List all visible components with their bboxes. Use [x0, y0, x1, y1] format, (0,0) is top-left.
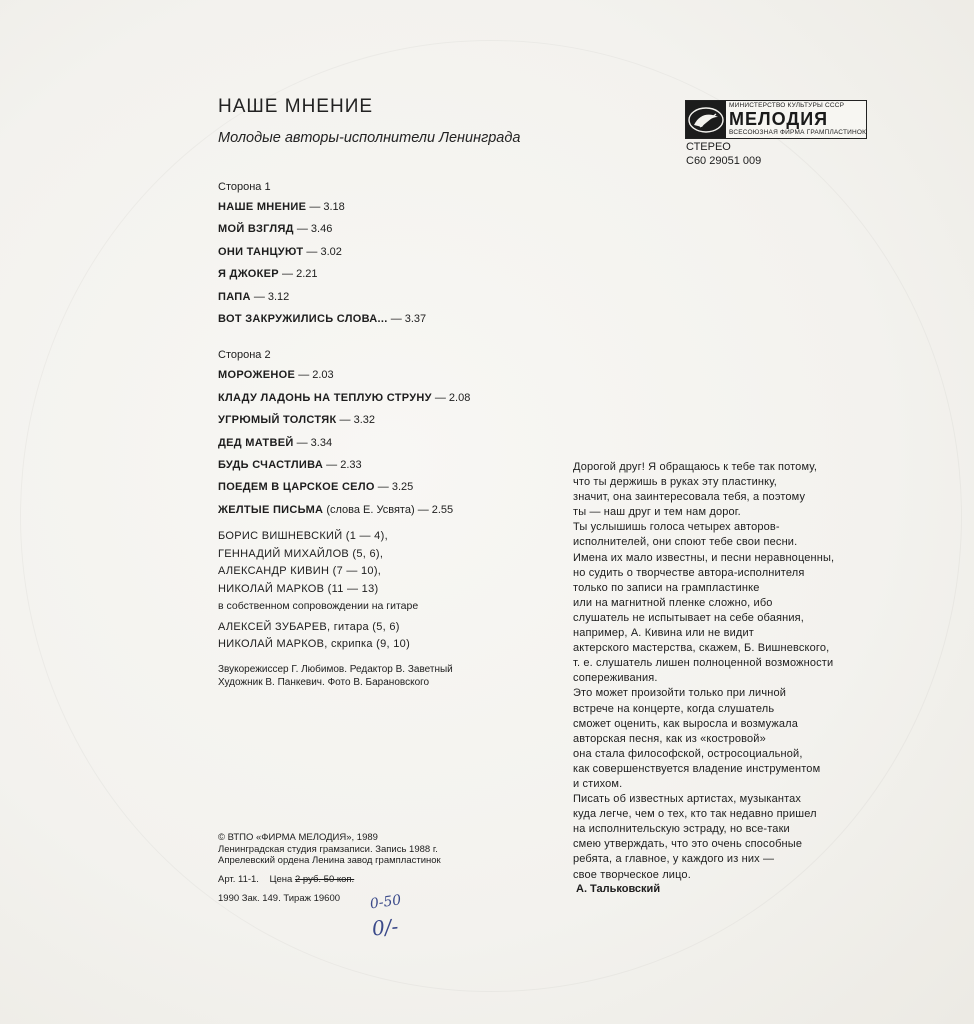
track-duration: — 3.34: [296, 436, 333, 449]
handwritten-price-mark: [368, 888, 448, 948]
track-title: ПОЕДЕМ В ЦАРСКОЕ СЕЛО: [218, 481, 375, 494]
accompaniment-note: в собственном сопровождении на гитаре: [218, 600, 419, 612]
track-title: ДЕД МАТВЕЙ: [218, 436, 294, 449]
side-2-tracks: [218, 364, 578, 521]
liner-notes-line: сможет оценить, как выросла и возмужала: [573, 717, 799, 730]
liner-notes: [573, 460, 873, 883]
copyright-block: [218, 832, 441, 867]
liner-notes-line: авторская песня, как из «костровой»: [573, 732, 766, 745]
track-duration: — 3.12: [253, 290, 290, 303]
track-row: [218, 308, 578, 330]
liner-notes-line: актерского мастерства, скажем, Б. Вишневского,: [573, 642, 830, 655]
album-title: НАШЕ МНЕНИЕ: [218, 96, 374, 117]
catalog-block: [686, 140, 761, 168]
track-row: [218, 387, 578, 409]
melodiya-emblem-icon: [686, 101, 726, 138]
track-row: [218, 364, 578, 386]
performer-line: БОРИС ВИШНЕВСКИЙ (1 — 4),: [218, 530, 388, 542]
track-row: [218, 476, 578, 498]
copyright-line: © ВТПО «ФИРМА МЕЛОДИЯ», 1989: [218, 832, 378, 843]
studio-line: Ленинградская студия грамзаписи. Запись 1988 г.: [218, 843, 438, 855]
track-note: (слова Е. Усвята): [323, 503, 415, 516]
format-label: СТЕРЕО: [686, 141, 731, 153]
liner-notes-line: сопереживания.: [573, 672, 658, 685]
liner-notes-line: на исполнительскую эстраду, но все-таки: [573, 823, 790, 836]
article-code: Арт. 11-1.: [218, 874, 259, 885]
track-duration: — 2.33: [326, 458, 362, 471]
print-run-line: 1990 Зак. 149. Тираж 19600: [218, 893, 341, 904]
staff-line: Звукорежиссер Г. Любимов. Редактор В. Заветный: [218, 664, 453, 675]
factory-line: Апрелевский ордена Ленина завод грампластинок: [218, 855, 441, 866]
liner-notes-line: но судить о творчестве автора-исполнителя: [573, 566, 805, 579]
track-row: [218, 241, 578, 263]
track-row: [218, 499, 578, 521]
guest-performer-line: АЛЕКСЕЙ ЗУБАРЕВ, гитара (5, 6): [218, 620, 400, 633]
track-duration: — 3.18: [309, 201, 345, 213]
performer-line: АЛЕКСАНДР КИВИН (7 — 10),: [218, 565, 382, 577]
track-row: [218, 263, 578, 285]
handwritten-note: 0/-: [370, 914, 400, 941]
liner-notes-line: исполнителей, они споют тебе свои песни.: [573, 536, 798, 549]
liner-notes-line: Писать об известных артистах, музыкантах: [573, 793, 802, 806]
handwritten-price: 0-50: [368, 892, 403, 913]
side-2-label: Сторона 2: [218, 349, 271, 362]
track-title: ПАПА: [218, 290, 251, 303]
track-duration: — 2.21: [282, 268, 318, 281]
side-1-label: Сторона 1: [218, 181, 271, 193]
liner-notes-line: т. е. слушатель лишен полноценной возможности: [573, 657, 834, 670]
liner-notes-line: или на магнитной пленке сложно, ибо: [573, 596, 773, 609]
liner-notes-line: свое творческое лицо.: [573, 868, 691, 881]
liner-notes-line: Дорогой друг! Я обращаюсь к тебе так потому,: [573, 461, 818, 473]
side-1-tracks: [218, 196, 578, 330]
track-row: [218, 286, 578, 308]
track-duration: — 3.37: [390, 312, 427, 325]
catalog-number: С60 29051 009: [686, 155, 762, 167]
liner-notes-line: Это может произойти только при личной: [573, 687, 787, 700]
production-staff: [218, 663, 453, 689]
track-title: Я ДЖОКЕР: [218, 268, 279, 281]
liner-notes-line: она стала философской, остросоциальной,: [573, 747, 803, 760]
liner-notes-line: слушатель не испытывает на себе обаяния,: [573, 611, 804, 624]
track-title: БУДЬ СЧАСТЛИВА: [218, 458, 324, 471]
logo-ministry-text: МИНИСТЕРСТВО КУЛЬТУРЫ СССР: [729, 102, 845, 109]
track-title: УГРЮМЫЙ ТОЛСТЯК: [218, 414, 337, 427]
track-title: ЖЕЛТЫЕ ПИСЬМА: [218, 503, 324, 516]
track-row: [218, 432, 578, 454]
liner-notes-line: только по записи на грампластинке: [573, 581, 760, 594]
performer-line: НИКОЛАЙ МАРКОВ (11 — 13): [218, 582, 379, 595]
track-duration: — 3.02: [306, 245, 342, 258]
track-duration: — 2.08: [434, 391, 471, 404]
track-title: НАШЕ МНЕНИЕ: [218, 201, 307, 213]
track-title: МОРОЖЕНОЕ: [218, 369, 296, 382]
liner-notes-line: ты — наш друг и тем нам дорог.: [573, 506, 741, 519]
track-duration: — 3.32: [339, 414, 375, 427]
track-row: [218, 409, 578, 431]
track-duration: — 3.25: [377, 481, 414, 494]
liner-notes-line: смею утверждать, что это очень способные: [573, 838, 803, 851]
liner-notes-line: куда легче, чем о тех, кто так недавно пришел: [573, 808, 817, 821]
tracklist: [218, 178, 578, 521]
track-duration: — 3.46: [296, 223, 333, 236]
logo-brand-text: МЕЛОДИЯ: [729, 109, 829, 129]
track-title: ВОТ ЗАКРУЖИЛИСЬ СЛОВА...: [218, 312, 388, 325]
liner-notes-line: например, А. Кивина или не видит: [573, 627, 754, 640]
liner-notes-line: и стихом.: [573, 777, 623, 790]
staff-line: Художник В. Панкевич. Фото В. Барановского: [218, 677, 430, 688]
liner-notes-signature: А. Тальковский: [576, 883, 661, 895]
album-subtitle: Молодые авторы-исполнители Ленинграда: [218, 130, 521, 146]
melodiya-logo: [685, 100, 867, 139]
price-label: Цена: [269, 874, 293, 885]
guest-performer-line: НИКОЛАЙ МАРКОВ, скрипка (9, 10): [218, 638, 411, 650]
track-title: КЛАДУ ЛАДОНЬ НА ТЕПЛУЮ СТРУНУ: [218, 391, 432, 404]
liner-notes-line: Ты услышишь голоса четырех авторов-: [573, 521, 780, 534]
liner-notes-line: как совершенствуется владение инструментом: [573, 762, 821, 775]
performer-line: ГЕННАДИЙ МИХАЙЛОВ (5, 6),: [218, 547, 384, 560]
logo-company-text: ВСЕСОЮЗНАЯ ФИРМА ГРАМПЛАСТИНОК: [729, 129, 867, 136]
performer-credits: [218, 528, 558, 654]
price-line: [218, 874, 354, 885]
track-row: [218, 218, 578, 240]
liner-notes-line: встрече на концерте, когда слушатель: [573, 702, 775, 715]
liner-notes-line: что ты держишь в руках эту пластинку,: [573, 476, 777, 489]
liner-notes-line: значит, она заинтересовала тебя, а поэтому: [573, 491, 806, 504]
track-title: ОНИ ТАНЦУЮТ: [218, 245, 304, 258]
track-row: [218, 454, 578, 476]
price-value: 2 руб. 50 коп.: [294, 874, 355, 885]
track-row: [218, 196, 578, 218]
liner-notes-line: Имена их мало известны, и песни неравноценны,: [573, 551, 835, 564]
liner-notes-line: ребята, а главное, у каждого из них —: [573, 853, 775, 866]
track-duration: — 2.03: [298, 369, 334, 382]
track-title: МОЙ ВЗГЛЯД: [218, 223, 294, 236]
track-duration: — 2.55: [417, 503, 454, 516]
